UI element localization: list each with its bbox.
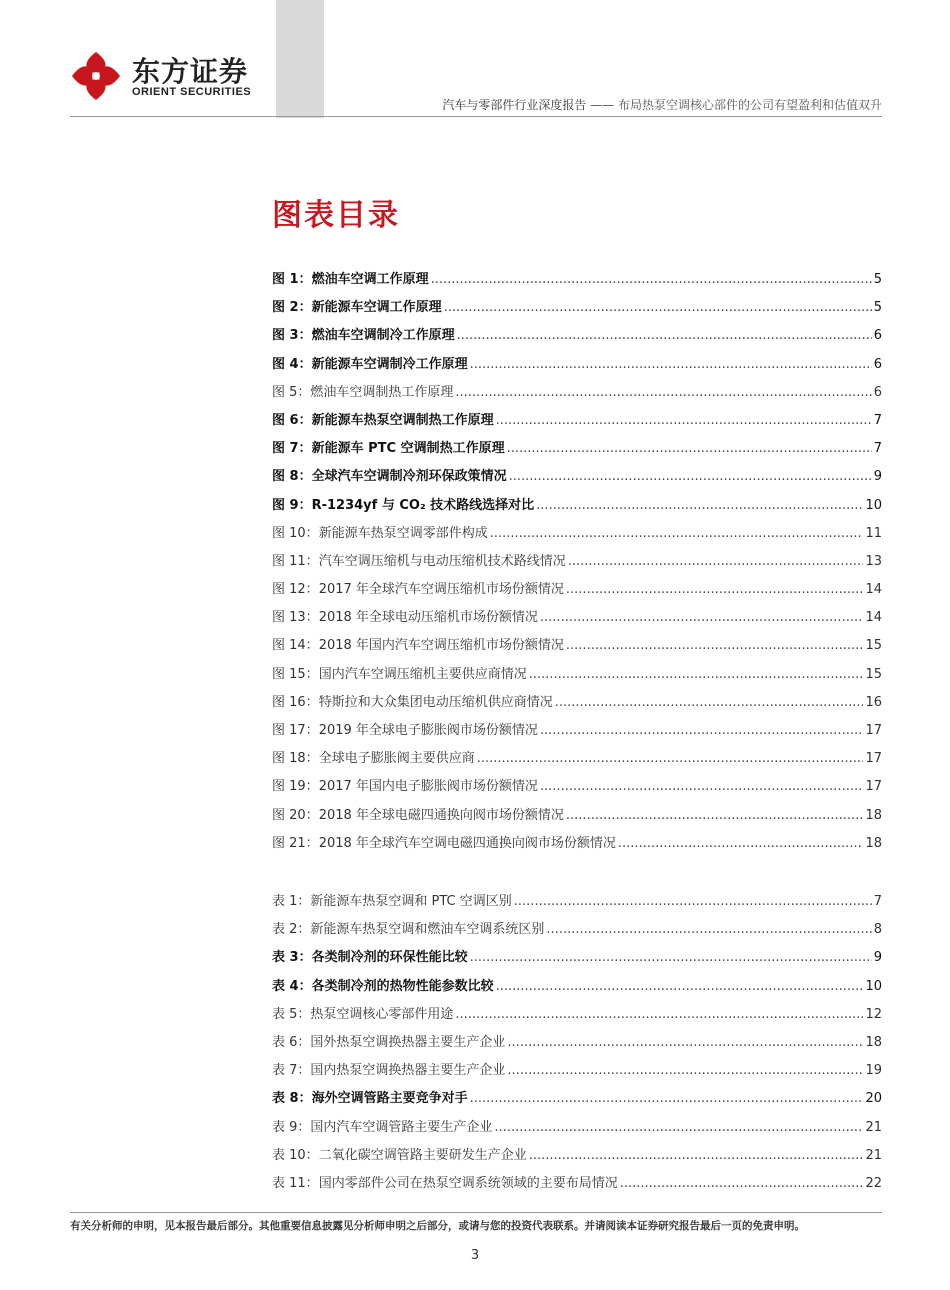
- toc-entry-page: 10: [865, 978, 882, 994]
- toc-entry-page: 18: [865, 1034, 882, 1050]
- toc-entry-title: 国外热泵空调换热器主要生产企业: [310, 1034, 506, 1050]
- toc-entry-title: 燃油车空调工作原理: [311, 272, 429, 287]
- table-entry[interactable]: [272, 1031, 882, 1059]
- toc-entry-number: 表 10：: [272, 1147, 319, 1163]
- figure-entry[interactable]: [272, 522, 882, 550]
- toc-entry-page: 6: [873, 328, 882, 344]
- toc-entry-title: 全球汽车空调制冷剂环保政策情况: [311, 469, 507, 485]
- toc-entry-title: 海外空调管路主要竞争对手: [311, 1091, 468, 1107]
- toc-entry-number: 图 8：: [272, 469, 312, 485]
- figure-entry[interactable]: [272, 747, 882, 775]
- toc-leader-dots: [477, 751, 864, 766]
- toc-entry-title: 2019 年全球电子膨胀阀市场份额情况: [318, 723, 538, 738]
- toc-entry-page: 22: [865, 1175, 882, 1191]
- toc-entry-title: 2018 年全球电动压缩机市场份额情况: [318, 610, 538, 626]
- toc-entry-title: 各类制冷剂的热物性能参数比较: [311, 978, 494, 994]
- toc-entry-page: 7: [873, 412, 882, 428]
- toc-leader-dots: [444, 300, 872, 315]
- toc-entry-number: 图 6：: [272, 412, 312, 428]
- toc-entry-title: 国内汽车空调管路主要生产企业: [310, 1119, 493, 1135]
- figure-entry[interactable]: [272, 719, 882, 747]
- toc-entry-number: 图 5：: [272, 384, 311, 400]
- figure-list: [272, 268, 882, 860]
- toc-entry-number: 表 1：: [272, 894, 311, 909]
- header-separator: ——: [590, 98, 615, 112]
- toc-entry-title: 新能源车热泵空调制热工作原理: [311, 412, 494, 428]
- toc-entry-number: 表 6：: [272, 1034, 311, 1050]
- toc-leader-dots: [496, 979, 864, 994]
- figure-entry[interactable]: [272, 804, 882, 832]
- toc-entry-number: 表 5：: [272, 1006, 311, 1022]
- toc-entry-page: 14: [865, 610, 882, 626]
- toc-leader-dots: [540, 723, 864, 738]
- page-number: 3: [470, 1248, 480, 1263]
- toc-entry-title: 2018 年全球电磁四通换向阀市场份额情况: [318, 807, 564, 823]
- table-entry[interactable]: [272, 1059, 882, 1087]
- toc-entry-title: R-1234yf 与 CO₂ 技术路线选择对比: [311, 497, 535, 513]
- toc-entry-page: 20: [865, 1091, 882, 1107]
- toc-entry-number: 图 7：: [272, 441, 312, 457]
- toc-entry-page: 15: [865, 666, 882, 682]
- figure-entry[interactable]: [272, 578, 882, 606]
- toc-entry-title: 国内汽车空调压缩机主要供应商情况: [318, 666, 527, 682]
- toc-entry-page: 19: [865, 1063, 882, 1079]
- toc-entry-page: 11: [865, 525, 882, 541]
- toc-leader-dots: [555, 695, 864, 710]
- toc-leader-dots: [618, 836, 864, 851]
- toc-entry-page: 6: [873, 356, 882, 372]
- toc-entry-number: 图 17：: [272, 723, 319, 738]
- figure-entry[interactable]: [272, 691, 882, 719]
- toc-entry-number: 图 9：: [272, 497, 312, 513]
- orient-securities-logo-icon: [70, 50, 122, 102]
- header-gray-bar: [276, 0, 324, 118]
- toc-entry-number: 表 8：: [272, 1091, 312, 1107]
- table-entry[interactable]: [272, 1003, 882, 1031]
- toc-leader-dots: [509, 469, 872, 484]
- toc-leader-dots: [529, 667, 864, 682]
- toc-entry-number: 图 21：: [272, 835, 319, 851]
- toc-entry-page: 18: [865, 835, 882, 851]
- figure-entry[interactable]: [272, 437, 882, 465]
- toc-entry-page: 14: [865, 582, 882, 598]
- toc-entry-page: 16: [865, 694, 882, 710]
- footer-divider: [70, 1212, 882, 1213]
- toc-leader-dots: [455, 385, 871, 400]
- figure-entry[interactable]: [272, 634, 882, 662]
- toc-leader-dots: [514, 894, 872, 909]
- toc-leader-dots: [507, 441, 872, 456]
- header-divider: [70, 116, 882, 117]
- toc-entry-number: 图 18：: [272, 751, 319, 767]
- toc-entry-page: 21: [865, 1119, 882, 1135]
- figure-entry[interactable]: [272, 494, 882, 522]
- toc-entry-title: 全球电子膨胀阀主要供应商: [318, 751, 475, 767]
- toc-entry-page: 17: [865, 723, 882, 738]
- figure-entry[interactable]: [272, 381, 882, 409]
- toc-entry-page: 5: [873, 300, 882, 316]
- toc-entry-number: 图 20：: [272, 807, 319, 823]
- table-entry[interactable]: [272, 890, 882, 918]
- figure-entry[interactable]: [272, 353, 882, 381]
- toc-leader-dots: [470, 950, 872, 965]
- toc-leader-dots: [566, 582, 864, 597]
- toc-leader-dots: [566, 808, 864, 823]
- table-entry[interactable]: [272, 918, 882, 946]
- toc-entry-page: 8: [873, 922, 882, 938]
- toc-leader-dots: [470, 357, 872, 372]
- figure-entry[interactable]: [272, 663, 882, 691]
- toc-leader-dots: [529, 1148, 864, 1163]
- toc-entry-page: 9: [873, 950, 882, 966]
- toc-entry-title: 2018 年全球汽车空调电磁四通换向阀市场份额情况: [318, 835, 616, 851]
- toc-entry-number: 图 15：: [272, 666, 319, 682]
- toc-entry-title: 新能源车空调工作原理: [311, 300, 442, 316]
- toc-leader-dots: [620, 1176, 864, 1191]
- toc-entry-title: 热泵空调核心零部件用途: [310, 1006, 454, 1022]
- brand-name-en: ORIENT SECURITIES: [132, 86, 252, 98]
- toc-entry-page: 17: [865, 751, 882, 767]
- figure-entry[interactable]: [272, 324, 882, 352]
- toc-leader-dots: [540, 779, 864, 794]
- table-list: [272, 890, 882, 1200]
- toc-entry-title: 2017 年国内电子膨胀阀市场份额情况: [318, 779, 538, 795]
- toc-entry-title: 2018 年国内汽车空调压缩机市场份额情况: [318, 638, 564, 654]
- toc-entry-title: 燃油车空调制热工作原理: [310, 384, 454, 400]
- toc-entry-page: 12: [865, 1006, 882, 1022]
- toc-entry-title: 特斯拉和大众集团电动压缩机供应商情况: [318, 694, 553, 710]
- toc-entry-title: 新能源车热泵空调和 PTC 空调区别: [310, 894, 512, 909]
- figure-entry[interactable]: [272, 268, 882, 296]
- figure-entry[interactable]: [272, 409, 882, 437]
- toc-entry-number: 图 19：: [272, 779, 319, 795]
- toc-leader-dots: [568, 554, 864, 569]
- toc-leader-dots: [507, 1063, 863, 1078]
- figure-entry[interactable]: [272, 465, 882, 493]
- table-entry[interactable]: [272, 1087, 882, 1115]
- toc-entry-number: 表 4：: [272, 978, 312, 994]
- toc-entry-title: 新能源车热泵空调零部件构成: [318, 525, 488, 541]
- footer-disclaimer: 有关分析师的申明，见本报告最后部分。其他重要信息披露见分析师申明之后部分，或请与您的投资代表联系。并请阅读本证券研究报告最后一页的免责申明。: [70, 1220, 805, 1232]
- table-entry[interactable]: [272, 1172, 882, 1200]
- toc-entry-number: 表 7：: [272, 1063, 311, 1079]
- figure-entry[interactable]: [272, 832, 882, 860]
- toc-entry-page: 17: [865, 779, 882, 795]
- figure-entry[interactable]: [272, 775, 882, 803]
- report-header: [442, 96, 882, 113]
- toc-leader-dots: [496, 413, 872, 428]
- brand-name-cn: 东方证券: [132, 55, 249, 88]
- toc-entry-number: 图 2：: [272, 300, 312, 316]
- toc-leader-dots: [455, 1007, 863, 1022]
- toc-leader-dots: [566, 638, 864, 653]
- toc-entry-page: 7: [873, 894, 882, 909]
- report-subtitle: 布局热泵空调核心部件的公司有望盈利和估值双升: [617, 98, 882, 112]
- toc-entry-title: 新能源车热泵空调和燃油车空调系统区别: [310, 922, 545, 938]
- toc-entry-number: 表 11：: [272, 1175, 319, 1191]
- toc-entry-number: 图 16：: [272, 694, 319, 710]
- toc-entry-title: 新能源车 PTC 空调制热工作原理: [311, 441, 505, 457]
- table-entry[interactable]: [272, 975, 882, 1003]
- toc-entry-number: 表 9：: [272, 1119, 311, 1135]
- toc-entry-page: 10: [865, 497, 882, 513]
- toc-entry-page: 21: [865, 1147, 882, 1163]
- report-type: 汽车与零部件行业深度报告: [442, 98, 587, 112]
- toc-entry-page: 9: [873, 469, 882, 485]
- toc-leader-dots: [457, 328, 872, 343]
- toc-leader-dots: [490, 526, 864, 541]
- toc-entry-title: 二氧化碳空调管路主要研发生产企业: [318, 1147, 527, 1163]
- table-entry[interactable]: [272, 1144, 882, 1172]
- toc-entry-number: 图 13：: [272, 610, 319, 626]
- toc-entry-title: 汽车空调压缩机与电动压缩机技术路线情况: [318, 553, 566, 569]
- toc-entry-number: 图 12：: [272, 582, 319, 598]
- toc-entry-page: 6: [873, 384, 882, 400]
- toc-entry-number: 图 10：: [272, 525, 319, 541]
- toc-entry-title: 燃油车空调制冷工作原理: [311, 328, 455, 344]
- figure-entry[interactable]: [272, 550, 882, 578]
- toc-entry-title: 国内热泵空调换热器主要生产企业: [310, 1063, 506, 1079]
- toc-entry-number: 表 3：: [272, 950, 312, 966]
- toc-leader-dots: [470, 1091, 864, 1106]
- toc-entry-number: 图 3：: [272, 328, 312, 344]
- brand-logo: [70, 50, 270, 106]
- toc-entry-title: 国内零部件公司在热泵空调系统领域的主要布局情况: [318, 1175, 618, 1191]
- toc-entry-title: 各类制冷剂的环保性能比较: [311, 950, 468, 966]
- toc-entry-page: 5: [873, 272, 882, 287]
- toc-leader-dots: [546, 922, 871, 937]
- toc-leader-dots: [536, 498, 863, 513]
- toc-entry-number: 图 4：: [272, 356, 312, 372]
- toc-entry-number: 图 1：: [272, 272, 312, 287]
- table-entry[interactable]: [272, 946, 882, 974]
- figure-entry[interactable]: [272, 296, 882, 324]
- toc-entry-page: 7: [873, 441, 882, 457]
- toc-entry-number: 图 11：: [272, 553, 319, 569]
- toc-leader-dots: [507, 1035, 863, 1050]
- toc-entry-number: 图 14：: [272, 638, 319, 654]
- toc-entry-page: 18: [865, 807, 882, 823]
- toc-leader-dots: [540, 610, 864, 625]
- table-entry[interactable]: [272, 1116, 882, 1144]
- page-title: 图表目录: [272, 198, 400, 233]
- toc-leader-dots: [494, 1120, 863, 1135]
- toc-entry-title: 新能源车空调制冷工作原理: [311, 356, 468, 372]
- toc-entry-title: 2017 年全球汽车空调压缩机市场份额情况: [318, 582, 564, 598]
- toc-entry-page: 15: [865, 638, 882, 654]
- figure-entry[interactable]: [272, 606, 882, 634]
- toc-entry-number: 表 2：: [272, 922, 311, 938]
- toc-leader-dots: [431, 272, 872, 287]
- toc-entry-page: 13: [865, 553, 882, 569]
